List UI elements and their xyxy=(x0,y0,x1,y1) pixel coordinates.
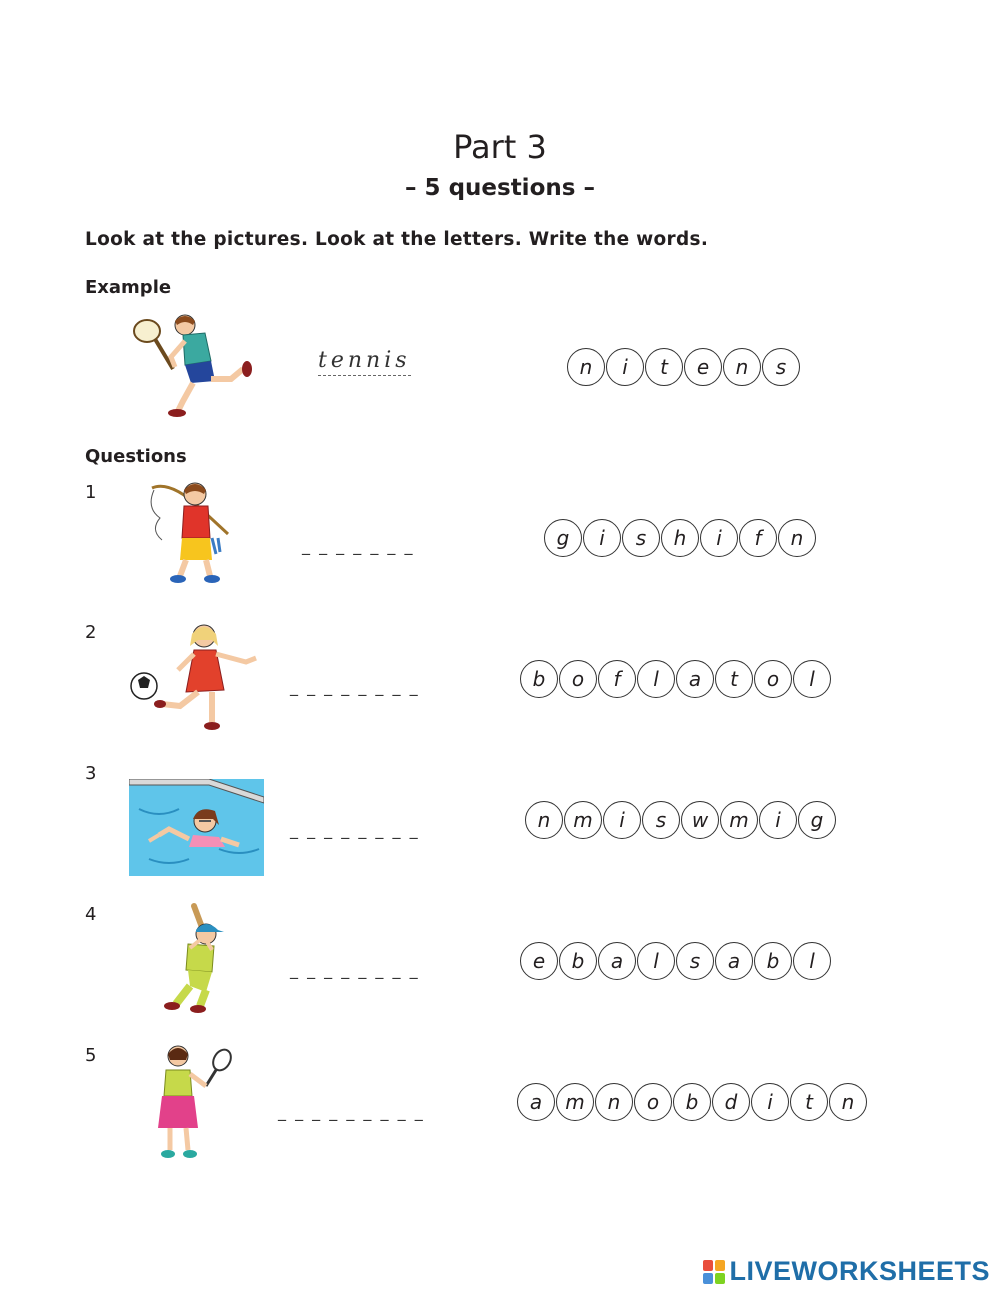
letter-circle: b xyxy=(520,660,558,698)
question-number: 2 xyxy=(85,622,97,643)
letter-circle: a xyxy=(517,1083,555,1121)
badminton-girl-picture xyxy=(150,1042,235,1162)
letter-circle: i xyxy=(583,519,621,557)
letter-circle: n xyxy=(829,1083,867,1121)
letter-circles xyxy=(520,942,831,980)
letter-circles xyxy=(544,519,816,557)
liveworksheets-icon xyxy=(703,1260,725,1284)
letter-circle: f xyxy=(598,660,636,698)
brand-name: LIVEWORKSHEETS xyxy=(729,1256,990,1286)
letter-circles xyxy=(520,660,831,698)
answer-blank[interactable]: _ _ _ _ _ _ _ _ xyxy=(290,820,420,839)
letter-circle: l xyxy=(793,942,831,980)
letter-circle: e xyxy=(520,942,558,980)
fishing-boy-picture xyxy=(140,478,250,588)
page-title: Part 3 xyxy=(453,128,547,166)
letter-circle: l xyxy=(793,660,831,698)
letter-circle: h xyxy=(661,519,699,557)
letter-circles xyxy=(525,801,836,839)
letter-circle: i xyxy=(606,348,644,386)
question-number: 4 xyxy=(85,904,97,925)
letter-circle: b xyxy=(559,942,597,980)
letter-circle: a xyxy=(676,660,714,698)
letter-circle: t xyxy=(790,1083,828,1121)
example-heading: Example xyxy=(85,277,172,298)
instructions: Look at the pictures. Look at the letters. Write the words. xyxy=(85,229,709,250)
questions-heading: Questions xyxy=(85,446,187,467)
letter-circle: m xyxy=(556,1083,594,1121)
letter-circle: n xyxy=(723,348,761,386)
letter-circle: f xyxy=(739,519,777,557)
letter-circle: n xyxy=(778,519,816,557)
letter-circle: i xyxy=(751,1083,789,1121)
football-girl-picture xyxy=(128,620,263,735)
letter-circle: b xyxy=(754,942,792,980)
letter-circle: b xyxy=(673,1083,711,1121)
example-answer: tennis xyxy=(318,348,411,376)
letter-circle: m xyxy=(564,801,602,839)
letter-circle: a xyxy=(598,942,636,980)
letter-circle: i xyxy=(603,801,641,839)
letter-circle: l xyxy=(637,660,675,698)
question-number: 1 xyxy=(85,482,97,503)
swimming-girl-picture xyxy=(129,779,264,876)
letter-circle: e xyxy=(684,348,722,386)
letter-circle: m xyxy=(720,801,758,839)
letter-circle: n xyxy=(595,1083,633,1121)
letter-circle: o xyxy=(559,660,597,698)
letter-circle: i xyxy=(700,519,738,557)
question-number: 5 xyxy=(85,1045,97,1066)
page-subtitle: – 5 questions – xyxy=(405,175,595,201)
letter-circle: t xyxy=(645,348,683,386)
letter-circle: s xyxy=(676,942,714,980)
letter-circle: o xyxy=(634,1083,672,1121)
answer-blank[interactable]: _ _ _ _ _ _ _ _ xyxy=(290,677,420,696)
question-number: 3 xyxy=(85,763,97,784)
letter-circle: w xyxy=(681,801,719,839)
letter-circle: a xyxy=(715,942,753,980)
answer-blank[interactable]: _ _ _ _ _ _ _ xyxy=(302,536,415,555)
liveworksheets-logo xyxy=(703,1256,990,1287)
example-letter-circles xyxy=(567,348,800,386)
letter-circle: n xyxy=(525,801,563,839)
tennis-boy-picture xyxy=(125,313,265,418)
letter-circle: g xyxy=(798,801,836,839)
letter-circle: n xyxy=(567,348,605,386)
letter-circle: s xyxy=(642,801,680,839)
letter-circle: o xyxy=(754,660,792,698)
answer-blank[interactable]: _ _ _ _ _ _ _ _ _ xyxy=(278,1102,425,1121)
letter-circle: l xyxy=(637,942,675,980)
letter-circle: s xyxy=(762,348,800,386)
letter-circle: i xyxy=(759,801,797,839)
letter-circle: t xyxy=(715,660,753,698)
baseball-boy-picture xyxy=(150,902,230,1014)
letter-circle: s xyxy=(622,519,660,557)
answer-blank[interactable]: _ _ _ _ _ _ _ _ xyxy=(290,960,420,979)
letter-circle: g xyxy=(544,519,582,557)
letter-circles xyxy=(517,1083,867,1121)
letter-circle: d xyxy=(712,1083,750,1121)
